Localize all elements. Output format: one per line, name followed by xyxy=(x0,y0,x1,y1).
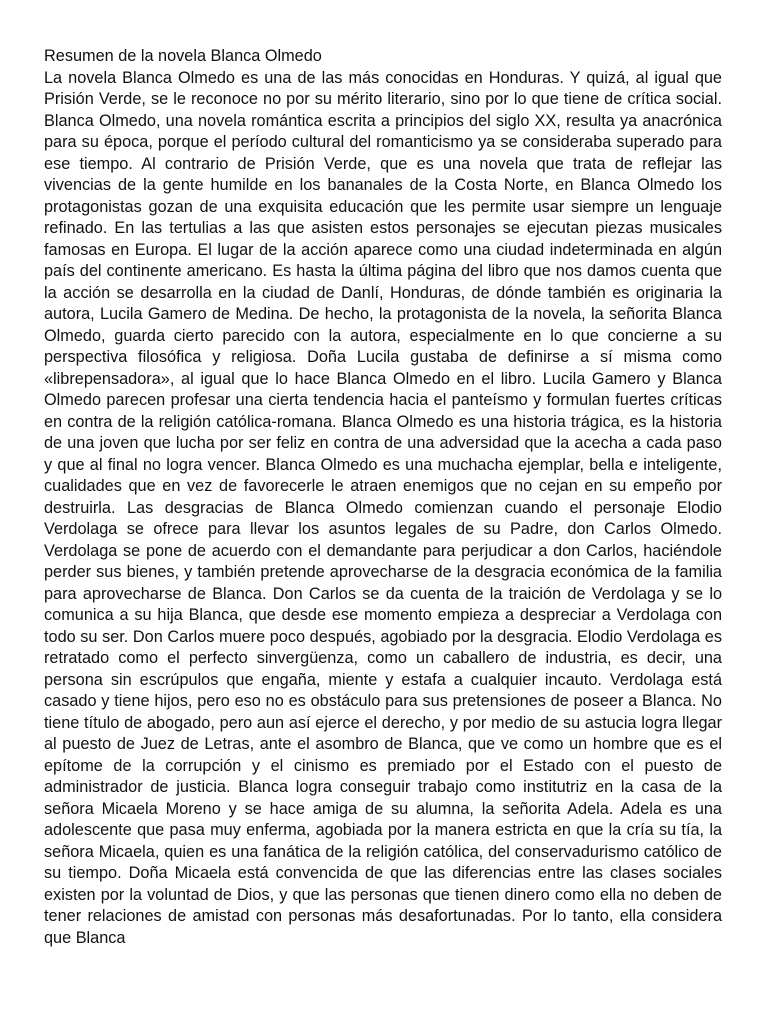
document-title: Resumen de la novela Blanca Olmedo xyxy=(44,47,322,65)
document-body: La novela Blanca Olmedo es una de las más conocidas en Honduras. Y quizá, al igual que Prisión Verde, se le reconoce no por su mérito literario, sino por lo que tiene de crítica social. Blanca Olmedo, una novela romántica escrita a principios del siglo XX, resulta ya anacrónica para su época, porque el período cultural del romanticismo ya se consideraba superado para ese tiempo. Al contrario de Prisión Verde, que es una novela que trata de reflejar las vivencias de la gente humilde en los bananales de la Costa Norte, en Blanca Olmedo los protagonistas gozan de una exquisita educación que les permite usar siempre un lenguaje refinado. En las tertulias a las que asisten estos personajes se ejecutan piezas musicales famosas en Europa. El lugar de la acción aparece como una ciudad indeterminada en algún país del continente americano. Es hasta la última página del libro que nos damos cuenta que la acción se desarrolla en la ciudad de Danlí, Honduras, de dónde también es originaria la autora, Lucila Gamero de Medina. De hecho, la protagonista de la novela, la señorita Blanca Olmedo, guarda cierto parecido con la autora, especialmente en lo que concierne a su perspectiva filosófica y religiosa. Doña Lucila gustaba de definirse a sí misma como «librepensadora», al igual que lo hace Blanca Olmedo en el libro. Lucila Gamero y Blanca Olmedo parecen profesar una cierta tendencia hacia el panteísmo y formulan fuertes críticas en contra de la religión católica-romana. Blanca Olmedo es una historia trágica, es la historia de una joven que lucha por ser feliz en contra de una adversidad que la acecha a cada paso y que al final no logra vencer. Blanca Olmedo es una muchacha ejemplar, bella e inteligente, cualidades que en vez de favorecerle le atraen enemigos que no cejan en su empeño por destruirla. Las desgracias de Blanca Olmedo comienzan cuando el personaje Elodio Verdolaga se ofrece para llevar los asuntos legales de su Padre, don Carlos Olmedo. Verdolaga se pone de acuerdo con el demandante para perjudicar a don Carlos, haciéndole perder sus bienes, y también pretende aprovecharse de la desgracia económica de la familia para aprovecharse de Blanca. Don Carlos se da cuenta de la traición de Verdolaga y se lo comunica a su hija Blanca, que desde ese momento empieza a despreciar a Verdolaga con todo su ser. Don Carlos muere poco después, agobiado por la desgracia. Elodio Verdolaga es retratado como el perfecto sinvergüenza, como un caballero de industria, es decir, una persona sin escrúpulos que engaña, miente y estafa a cualquier incauto. Verdolaga está casado y tiene hijos, pero eso no es obstáculo para sus pretensiones de poseer a Blanca. No tiene título de abogado, pero aun así ejerce el derecho, y por medio de su astucia logra llegar al puesto de Juez de Letras, ante el asombro de Blanca, que ve como un hombre que es el epítome de la corrupción y el cinismo es premiado por el Estado con el puesto de administrador de justicia. Blanca logra conseguir trabajo como institutriz en la casa de la señora Micaela Moreno y se hace amiga de su alumna, la señorita Adela. Adela es una adolescente que pasa muy enferma, agobiada por la manera estricta en que la cría su tía, la señora Micaela, quien es una fanática de la religión católica, del conservadurismo católico de su tiempo. Doña Micaela está convencida de que las diferencias entre las clases sociales existen por la voluntad de Dios, y que las personas que tienen dinero como ella no deben de tener relaciones de amistad con personas más desafortunadas. Por lo tanto, ella considera que Blanca xyxy=(44,68,722,947)
text-block xyxy=(44,46,722,949)
